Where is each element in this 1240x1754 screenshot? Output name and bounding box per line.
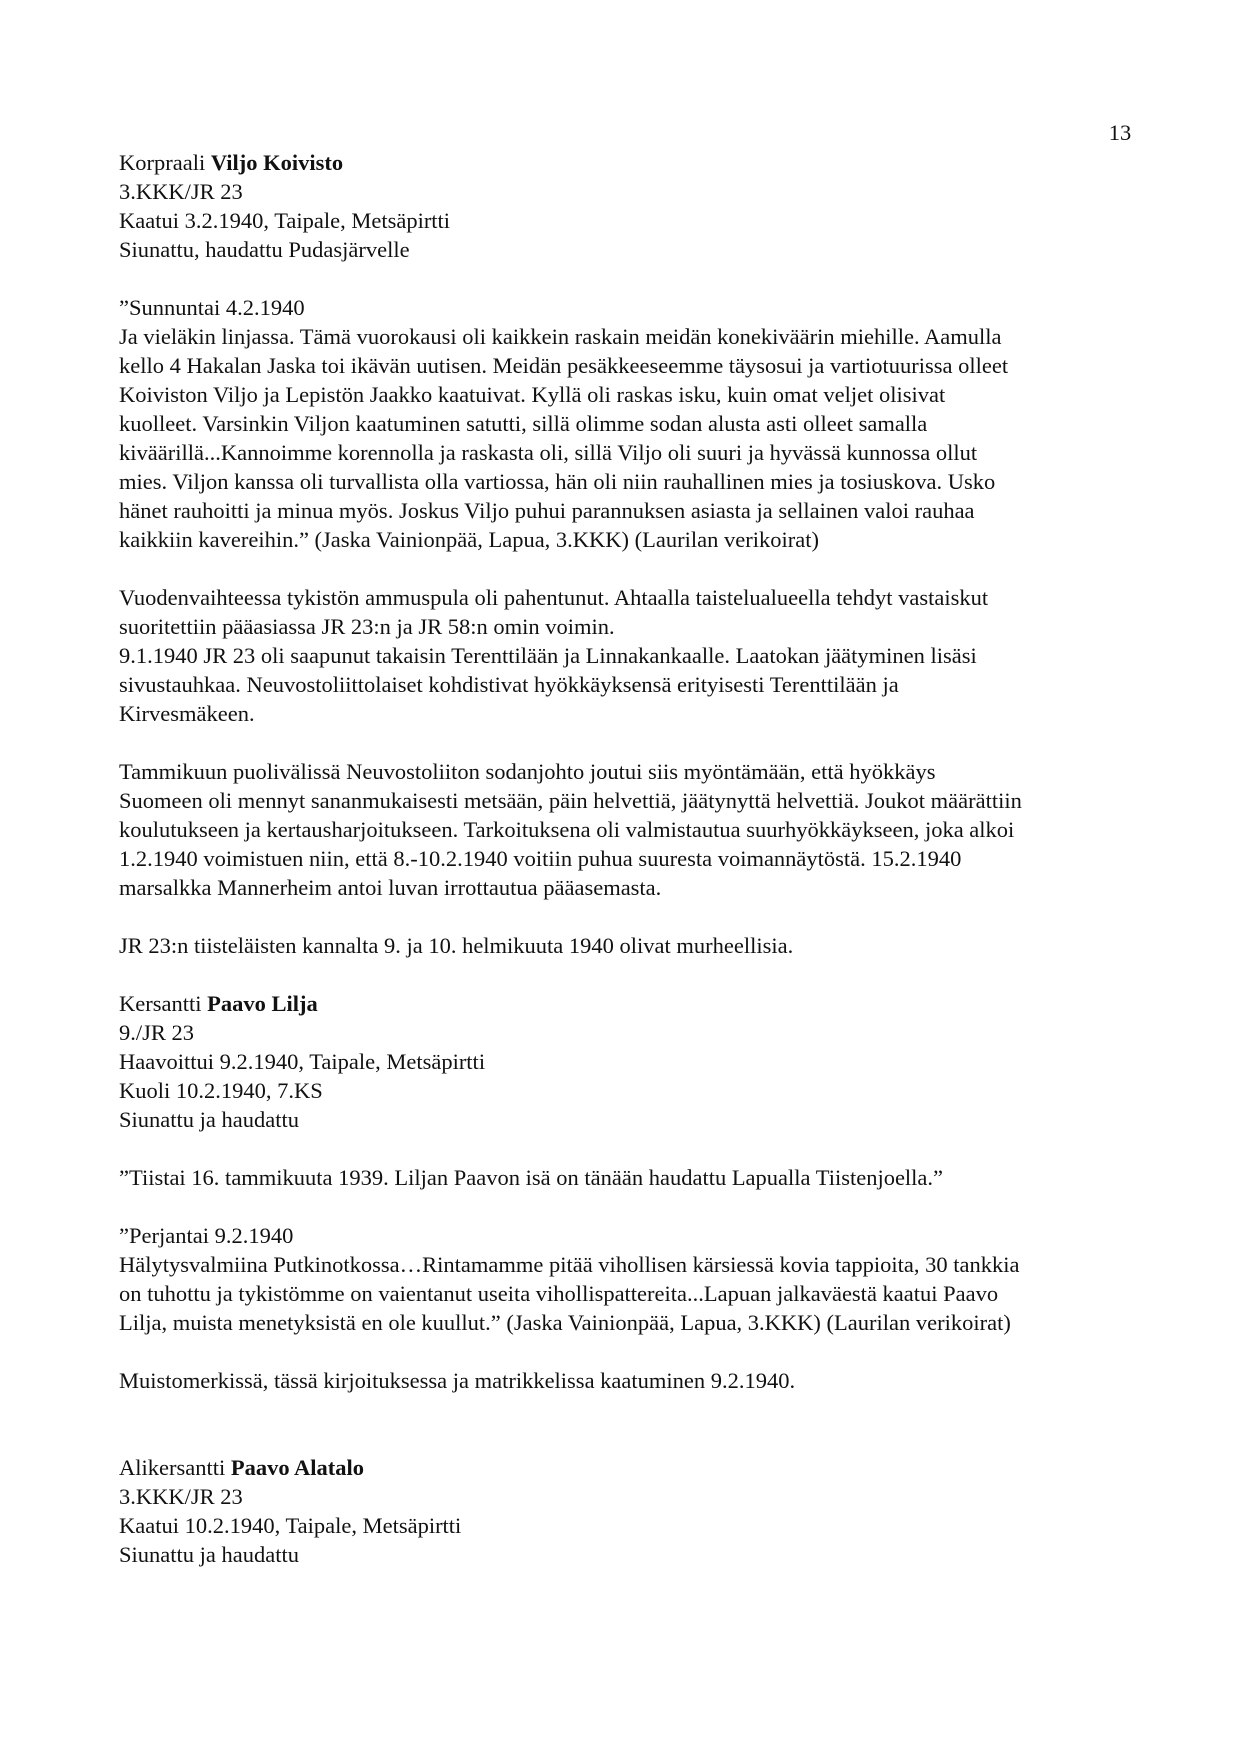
diary-quote-1 [119, 293, 1139, 554]
diary-quote-2 [119, 1163, 1139, 1192]
page-number: 13 [1108, 120, 1132, 145]
soldier-unit: 9./JR 23 [119, 1020, 195, 1045]
soldier-name: Viljo Koivisto [210, 150, 344, 175]
soldier-fallen: Kaatui 3.2.1940, Taipale, Metsäpirtti [119, 208, 451, 233]
soldier-burial: Siunattu ja haudattu [119, 1107, 299, 1132]
soldier-wounded: Haavoittui 9.2.1940, Taipale, Metsäpirtti [119, 1049, 486, 1074]
text-line: ”Tiistai 16. tammikuuta 1939. Liljan Paavon isä on tänään haudattu Lapualla Tiistenjoella.” [119, 1165, 944, 1190]
soldier-heading [119, 148, 1139, 177]
text-line: marsalkka Mannerheim antoi luvan irrottautua pääasemasta. [119, 875, 662, 900]
text-line: Lilja, muista menetyksistä en ole kuullut.” (Jaska Vainionpää, Lapua, 3.KKK) (Laurilan verikoirat) [119, 1310, 1011, 1335]
text-line: Muistomerkissä, tässä kirjoituksessa ja matrikkelissa kaatuminen 9.2.1940. [119, 1368, 796, 1393]
text-line: 9.1.1940 JR 23 oli saapunut takaisin Terenttilään ja Linnakankaalle. Laatokan jäätyminen lisäsi [119, 643, 977, 668]
text-line: Tammikuun puolivälissä Neuvostoliiton sodanjohto joutui siis myöntämään, että hyökkäys [119, 759, 936, 784]
text-line: JR 23:n tiisteläisten kannalta 9. ja 10. helmikuuta 1940 olivat murheellisia. [119, 933, 794, 958]
soldier-rank: Kersantti [119, 991, 208, 1016]
soldier-name: Paavo Alatalo [230, 1455, 364, 1480]
text-line: kiväärillä...Kannoimme korennolla ja raskasta oli, sillä Viljo oli suuri ja hyvässä kunnossa ollut [119, 440, 978, 465]
text-line: kuolleet. Varsinkin Viljon kaatuminen satutti, sillä olimme sodan alusta asti olleet samalla [119, 411, 928, 436]
soldier-heading [119, 989, 1139, 1018]
paragraph-1 [119, 583, 1139, 728]
soldier-entry-koivisto [119, 148, 1139, 264]
text-line: 1.2.1940 voimistuen niin, että 8.-10.2.1940 voitiin puhua suuresta voimannäytöstä. 15.2.1940 [119, 846, 962, 871]
text-line: sivustauhkaa. Neuvostoliittolaiset kohdistivat hyökkäyksensä erityisesti Terenttilään ja [119, 672, 899, 697]
text-line: kello 4 Hakalan Jaska toi ikävän uutisen. Meidän pesäkkeeseemme täysosui ja vartiotuurissa olleet [119, 353, 1009, 378]
text-line: koulutukseen ja kertausharjoitukseen. Tarkoituksena oli valmistautua suurhyökkäykseen, joka alkoi [119, 817, 1015, 842]
soldier-rank: Korpraali [119, 150, 211, 175]
soldier-heading [119, 1453, 1139, 1482]
soldier-name: Paavo Lilja [207, 991, 318, 1016]
soldier-fallen: Kaatui 10.2.1940, Taipale, Metsäpirtti [119, 1513, 462, 1538]
text-line: Kirvesmäkeen. [119, 701, 255, 726]
paragraph-2 [119, 757, 1139, 902]
soldier-entry-alatalo [119, 1453, 1139, 1569]
soldier-entry-lilja [119, 989, 1139, 1134]
paragraph-3 [119, 931, 1139, 960]
soldier-burial: Siunattu, haudattu Pudasjärvelle [119, 237, 410, 262]
text-line: suoritettiin pääasiassa JR 23:n ja JR 58:n omin voimin. [119, 614, 615, 639]
text-line: Hälytysvalmiina Putkinotkossa…Rintamamme pitää vihollisen kärsiessä kovia tappioita, 30 tankkia [119, 1252, 1020, 1277]
soldier-burial: Siunattu ja haudattu [119, 1542, 299, 1567]
text-line: hänet rauhoitti ja minua myös. Joskus Viljo puhui parannuksen asiasta ja sellainen valoi rauhaa [119, 498, 975, 523]
text-line: kaikkiin kavereihin.” (Jaska Vainionpää, Lapua, 3.KKK) (Laurilan verikoirat) [119, 527, 819, 552]
text-line: ”Sunnuntai 4.2.1940 [119, 295, 305, 320]
text-line: Ja vieläkin linjassa. Tämä vuorokausi oli kaikkein raskain meidän konekiväärin miehille. Aamulla [119, 324, 1002, 349]
soldier-died: Kuoli 10.2.1940, 7.KS [119, 1078, 323, 1103]
text-line: Suomeen oli mennyt sananmukaisesti metsään, päin helvettiä, jäätynyttä helvettiä. Joukot määrättiin [119, 788, 1022, 813]
text-line: on tuhottu ja tykistömme on vaientanut useita vihollispattereita...Lapuan jalkaväestä kaatui Paavo [119, 1281, 999, 1306]
soldier-rank: Alikersantti [119, 1455, 231, 1480]
text-line: Koiviston Viljo ja Lepistön Jaakko kaatuivat. Kyllä oli raskas isku, kuin omat veljet olisivat [119, 382, 946, 407]
diary-quote-3 [119, 1221, 1139, 1337]
text-line: ”Perjantai 9.2.1940 [119, 1223, 294, 1248]
paragraph-4 [119, 1366, 1139, 1395]
soldier-unit: 3.KKK/JR 23 [119, 1484, 243, 1509]
soldier-unit: 3.KKK/JR 23 [119, 179, 243, 204]
text-line: mies. Viljon kanssa oli turvallista olla vartiossa, hän oli niin rauhallinen mies ja tosiuskova. Usko [119, 469, 996, 494]
text-line: Vuodenvaihteessa tykistön ammuspula oli pahentunut. Ahtaalla taistelualueella tehdyt vastaiskut [119, 585, 989, 610]
page-content [119, 148, 1139, 1569]
